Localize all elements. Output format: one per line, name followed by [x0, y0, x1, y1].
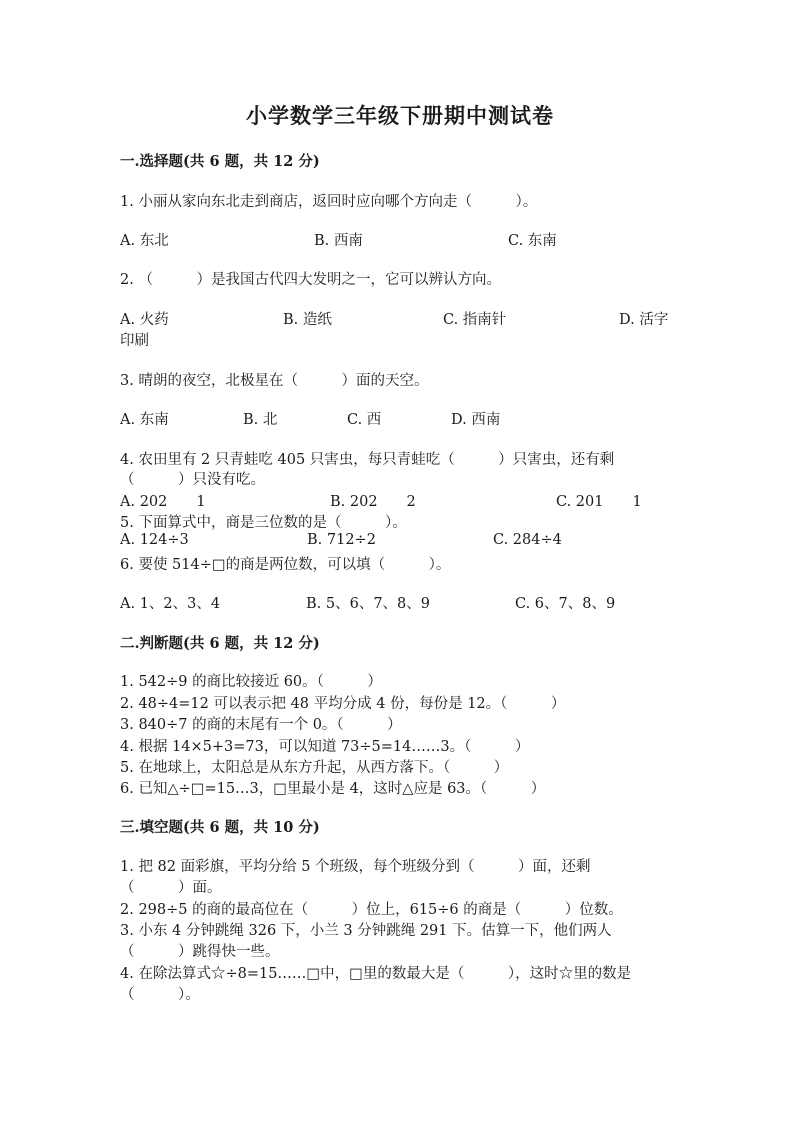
fill-blank-line: （ ）跳得快一些。	[120, 944, 280, 960]
option-a: A. 东南	[120, 412, 169, 428]
option-a: A. 东北	[120, 233, 169, 249]
option-c: C. 284÷4	[493, 532, 562, 548]
section-heading-judgment: 二.判断题(共 6 题，共 12 分)	[120, 635, 320, 652]
judgment-item: 3. 840÷7 的商的末尾有一个 0。（ ）	[120, 717, 402, 733]
option-c: C. 指南针	[443, 312, 507, 328]
question-text: 6. 要使 514÷□的商是两位数，可以填（ ）。	[120, 557, 451, 573]
judgment-item: 2. 48÷4=12 可以表示把 48 平均分成 4 份，每份是 12。（ ）	[120, 696, 566, 712]
option-b: B. 造纸	[283, 312, 332, 328]
option-d: D. 活字	[619, 312, 669, 328]
option-b: B. 202 2	[330, 494, 416, 510]
option-c: C. 201 1	[556, 494, 642, 510]
fill-blank-line: （ ）。	[120, 987, 200, 1003]
judgment-item: 5. 在地球上，太阳总是从东方升起，从西方落下。（ ）	[120, 760, 509, 776]
option-b: B. 712÷2	[307, 532, 376, 548]
judgment-item: 4. 根据 14×5+3=73，可以知道 73÷5=14……3。（ ）	[120, 739, 530, 755]
option-a: A. 124÷3	[120, 532, 189, 548]
option-b: B. 5、6、7、8、9	[306, 596, 431, 612]
question-text: 2. （ ）是我国古代四大发明之一，它可以辨认方向。	[120, 272, 501, 288]
section-heading-choice: 一.选择题(共 6 题，共 12 分)	[120, 153, 320, 170]
option-d: D. 西南	[451, 412, 501, 428]
judgment-item: 1. 542÷9 的商比较接近 60。（ ）	[120, 674, 382, 690]
option-a: A. 1、2、3、4	[120, 596, 221, 612]
option-b: B. 西南	[314, 233, 363, 249]
fill-blank-line: 4. 在除法算式☆÷8=15……□中，□里的数最大是（ ），这时☆里的数是	[120, 966, 632, 982]
option-a: A. 火药	[120, 312, 169, 328]
page-title: 小学数学三年级下册期中测试卷	[246, 103, 554, 128]
option-d-continued: 印刷	[120, 333, 149, 349]
fill-blank-line: 3. 小东 4 分钟跳绳 326 下，小兰 3 分钟跳绳 291 下。估算一下，他们两人	[120, 923, 612, 939]
option-a: A. 202 1	[120, 494, 206, 510]
question-text: 1. 小丽从家向东北走到商店，返回时应向哪个方向走（ ）。	[120, 194, 538, 210]
question-text: 4. 农田里有 2 只青蛙吃 405 只害虫，每只青蛙吃（ ）只害虫，还有剩	[120, 452, 615, 468]
question-text-continued: （ ）只没有吃。	[120, 472, 265, 488]
option-c: C. 6、7、8、9	[515, 596, 616, 612]
fill-blank-line: （ ）面。	[120, 880, 222, 896]
question-text: 5. 下面算式中，商是三位数的是（ ）。	[120, 515, 407, 531]
option-b: B. 北	[243, 412, 278, 428]
section-heading-fill-blank: 三.填空题(共 6 题，共 10 分)	[120, 819, 320, 836]
option-c: C. 东南	[508, 233, 557, 249]
fill-blank-line: 2. 298÷5 的商的最高位在（ ）位上，615÷6 的商是（ ）位数。	[120, 902, 623, 918]
judgment-item: 6. 已知△÷□=15…3，□里最小是 4，这时△应是 63。（ ）	[120, 781, 546, 797]
option-c: C. 西	[347, 412, 382, 428]
question-text: 3. 晴朗的夜空，北极星在（ ）面的天空。	[120, 373, 429, 389]
fill-blank-line: 1. 把 82 面彩旗，平均分给 5 个班级，每个班级分到（ ）面，还剩	[120, 859, 591, 875]
